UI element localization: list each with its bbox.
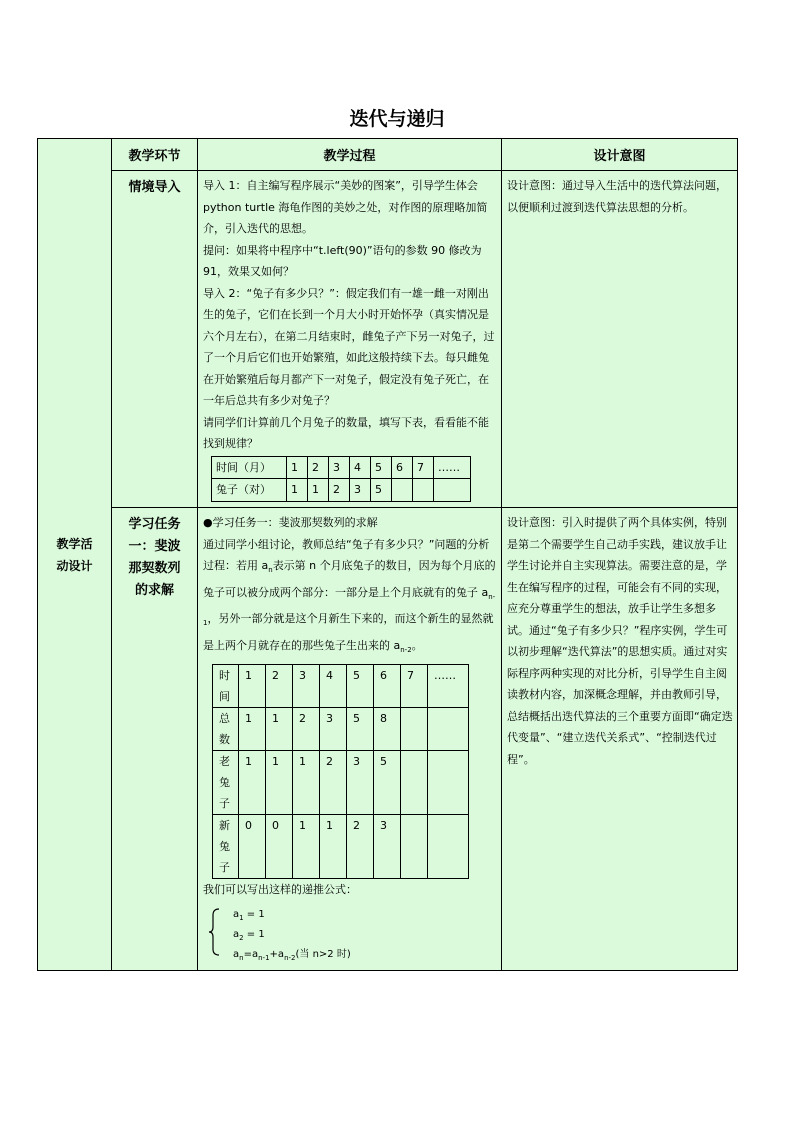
text-run: 表示第 n 个月底兔子的数目，因为每个月底的兔子可以被分成两个部分：一部分是上个月底就有的兔子 a xyxy=(203,559,496,599)
text-run: = 1 xyxy=(243,929,265,941)
table-cell: 1 xyxy=(293,814,320,878)
table-cell: 1 xyxy=(287,456,308,479)
stage2-name xyxy=(112,508,198,971)
table-cell xyxy=(428,707,469,750)
table-cell xyxy=(392,479,413,502)
table-cell xyxy=(434,479,471,502)
table-cell: 3 xyxy=(374,814,401,878)
text-run: a xyxy=(233,949,240,961)
subscript: 1 xyxy=(239,914,244,923)
table-cell: 2 xyxy=(266,664,293,707)
table-row xyxy=(212,479,471,502)
table-cell: 0 xyxy=(266,814,293,878)
subscript: n-1 xyxy=(258,954,270,963)
brace-icon xyxy=(208,908,220,956)
text-run: a xyxy=(233,929,240,941)
table-cell: 6 xyxy=(374,664,401,707)
row-label: 新兔子 xyxy=(213,814,239,878)
row-label: 老兔子 xyxy=(213,750,239,814)
stage2-heading: ●学习任务一：斐波那契数列的求解 xyxy=(203,516,378,529)
table-cell: 1 xyxy=(320,814,347,878)
table-cell xyxy=(401,750,428,814)
stage1-paragraph-4: 请同学们计算前几个月兔子的数量，填写下表，看看能不能找到规律？ xyxy=(203,415,489,450)
stage1-paragraph-3: 导入 2：“兔子有多少只？”：假定我们有一雄一雌一对刚出生的兔子，它们在长到一个月大小时开始怀孕（真实情况是六个月左右），在第二月结束时，雌兔子产下另一对兔子，过了一个月后它们也开始繁殖，如此这般持续下去。每只雌兔在开始繁殖后每月都产下一对兔子，假定没有兔子死亡，在一年后总共有多少对兔子？ xyxy=(203,286,495,407)
table-cell: 时间（月） xyxy=(212,456,287,479)
table-cell: 6 xyxy=(392,456,413,479)
table-cell: 1 xyxy=(239,750,266,814)
stage1-process xyxy=(198,171,502,508)
page-title: 迭代与递归 xyxy=(349,108,445,130)
stage2-name-text: 学习任务一：斐波那契数列的求解 xyxy=(128,517,181,598)
table-row xyxy=(213,814,469,878)
stage2-intent: 设计意图：引入时提供了两个具体实例，特别是第二个需要学生自己动手实践，建议放手让学生讨论并自主实现算法。需要注意的是，学生在编写程序的过程，可能会有不同的实现，应充分尊重学生的想法，放手让学生多想多试。通过“兔子有多少只？”程序实例，学生可以初步理解“迭代算法”的思想实质。通过对实际程序两种实现的对比分析，引导学生自主阅读教材内容，加深概念理解，并由教师引导，总结概括出迭代算法的三个重要方面即“确定迭代变量”、“建立迭代关系式”、“控制迭代过程”。 xyxy=(502,508,738,971)
subscript: n xyxy=(268,566,273,575)
header-intent: 设计意图 xyxy=(502,139,738,171)
subscript: n xyxy=(239,954,244,963)
table-cell: 3 xyxy=(320,707,347,750)
table-cell: 5 xyxy=(347,707,374,750)
table-row xyxy=(213,664,469,707)
text-run: 。 xyxy=(411,639,423,653)
table-cell: …… xyxy=(434,456,471,479)
table-cell: 2 xyxy=(293,707,320,750)
row-label: 总数 xyxy=(213,707,239,750)
table-cell: 8 xyxy=(374,707,401,750)
text-run: (当 n>2 时) xyxy=(295,949,351,961)
table-cell: …… xyxy=(428,664,469,707)
subscript: n-2 xyxy=(400,646,412,655)
stage1-intent: 设计意图：通过导入生活中的迭代算法问题，以便顺利过渡到迭代算法思想的分析。 xyxy=(502,171,738,508)
rabbit-count-table xyxy=(211,456,471,502)
table-cell: 7 xyxy=(413,456,434,479)
table-cell: 3 xyxy=(347,750,374,814)
table-cell: 1 xyxy=(266,750,293,814)
table-cell xyxy=(428,814,469,878)
text-run: a xyxy=(233,909,240,921)
formula-line-3 xyxy=(233,944,351,970)
table-cell: 3 xyxy=(350,479,371,502)
table-cell: 2 xyxy=(347,814,374,878)
table-cell: 1 xyxy=(266,707,293,750)
text-run: a xyxy=(251,949,259,961)
table-cell xyxy=(401,707,428,750)
formula-intro: 我们可以写出这样的递推公式： xyxy=(203,882,357,896)
subscript: n-1 xyxy=(203,592,496,628)
side-label-cell xyxy=(38,139,112,971)
table-cell: 2 xyxy=(320,750,347,814)
table-cell: 1 xyxy=(287,479,308,502)
table-cell: 兔子（对） xyxy=(212,479,287,502)
table-cell: 3 xyxy=(293,664,320,707)
table-cell: 3 xyxy=(329,456,350,479)
table-cell: 5 xyxy=(371,479,392,502)
table-cell xyxy=(413,479,434,502)
header-process: 教学过程 xyxy=(198,139,502,171)
header-stage: 教学环节 xyxy=(112,139,198,171)
table-row xyxy=(213,750,469,814)
text-run: a xyxy=(277,949,285,961)
text-run: = xyxy=(243,949,252,961)
table-cell: 2 xyxy=(329,479,350,502)
row-label: 时间 xyxy=(213,664,239,707)
subscript: 2 xyxy=(239,934,244,943)
side-label: 教学活动设计 xyxy=(56,536,93,573)
stage1-name: 情境导入 xyxy=(112,171,198,508)
table-cell xyxy=(428,750,469,814)
text-run: = 1 xyxy=(243,909,265,921)
table-cell: 1 xyxy=(239,664,266,707)
stage1-paragraph-2: 提问：如果将中程序中“t.left(90)”语句的参数 90 修改为 91，效果又如何？ xyxy=(203,243,482,278)
table-cell: 4 xyxy=(320,664,347,707)
table-cell: 5 xyxy=(347,664,374,707)
stage2-process xyxy=(198,508,502,971)
lesson-table xyxy=(37,138,738,971)
table-cell: 4 xyxy=(350,456,371,479)
table-row xyxy=(212,456,471,479)
text-run: 通过同学小组讨论，教师总结“兔子有多少只？”问题的分析过程：若用 a xyxy=(203,537,490,572)
recurrence-formula xyxy=(203,902,497,966)
stage1-paragraph-1: 导入 1：自主编写程序展示“美妙的图案”，引导学生体会 python turtle 海龟作图的美妙之处，对作图的原理略加简介，引入迭代的思想。 xyxy=(203,179,488,235)
table-row xyxy=(213,707,469,750)
table-cell: 5 xyxy=(371,456,392,479)
table-cell: 1 xyxy=(308,479,329,502)
fibonacci-table xyxy=(212,664,469,879)
table-cell: 2 xyxy=(308,456,329,479)
text-run: + xyxy=(269,949,278,961)
table-cell: 5 xyxy=(374,750,401,814)
table-cell: 0 xyxy=(239,814,266,878)
text-run: ，另外一部分就是这个月新生下来的，而这个新生的显然就是上两个月就存在的那些兔子生出来的 a xyxy=(203,612,494,653)
stage2-paragraph-1 xyxy=(203,534,497,662)
table-cell: 7 xyxy=(401,664,428,707)
table-cell: 1 xyxy=(239,707,266,750)
table-cell: 1 xyxy=(293,750,320,814)
subscript: n-2 xyxy=(284,954,296,963)
table-cell xyxy=(401,814,428,878)
